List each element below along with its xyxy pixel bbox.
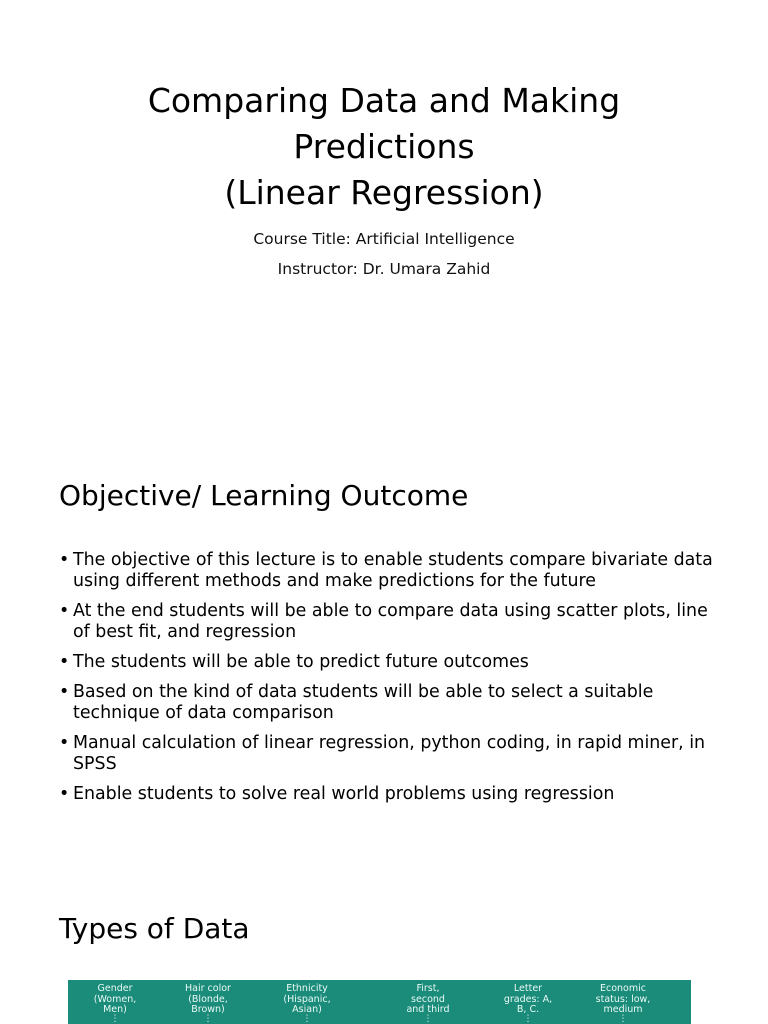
types-of-data-slide <box>0 858 768 1024</box>
data-type-line: status: low, <box>595 993 651 1005</box>
dotted-connector: ⋮ <box>110 1013 120 1024</box>
data-type-line: Brown) <box>191 1004 225 1015</box>
data-type-line: Men) <box>103 1004 127 1015</box>
data-type-line: Ethnicity <box>286 983 328 994</box>
data-type-order <box>386 984 470 1022</box>
data-type-line: second <box>411 993 445 1005</box>
dotted-connector: ⋮ <box>302 1013 312 1024</box>
course-title: Course Title: Artificial Intelligence <box>253 230 515 248</box>
data-type-line: medium <box>603 1004 643 1015</box>
data-type-line: (Women, <box>93 993 137 1005</box>
data-type-line: Hair color <box>185 983 231 994</box>
data-type-economic-status <box>581 984 665 1022</box>
title-line: Comparing Data and Making <box>147 81 621 120</box>
dotted-connector: ⋮ <box>523 1013 533 1024</box>
data-type-gender <box>73 984 157 1022</box>
data-type-ethnicity <box>265 984 349 1022</box>
data-type-line: Gender <box>97 983 133 994</box>
data-type-line: (Blonde, <box>188 993 228 1005</box>
data-type-line: and third <box>406 1004 450 1015</box>
bullet-item: • Enable students to solve real world problems using regression <box>59 784 719 805</box>
dotted-connector: ⋮ <box>423 1013 433 1024</box>
bullet-list <box>59 550 719 814</box>
title-line: (Linear Regression) <box>224 173 544 212</box>
bullet-item: • At the end students will be able to compare data using scatter plots, line of best fit, and regression <box>59 601 719 643</box>
slide-heading: Objective/ Learning Outcome <box>59 479 469 512</box>
data-type-line: Asian) <box>292 1004 322 1015</box>
data-type-line: B, C. <box>516 1004 540 1015</box>
presentation-title <box>0 78 768 216</box>
instructor-name: Instructor: Dr. Umara Zahid <box>277 260 491 278</box>
dotted-connector: ⋮ <box>203 1013 213 1024</box>
data-type-line: Letter <box>513 983 543 994</box>
dotted-connector: ⋮ <box>618 1013 628 1024</box>
objective-slide <box>0 434 768 854</box>
title-line: Predictions <box>293 127 475 166</box>
data-types-band <box>68 980 691 1024</box>
slide-heading: Types of Data <box>59 912 250 945</box>
bullet-item: • Based on the kind of data students will be able to select a suitable technique of data comparison <box>59 682 719 724</box>
bullet-item: • Manual calculation of linear regression, python coding, in rapid miner, in SPSS <box>59 733 719 775</box>
data-type-line: grades: A, <box>503 993 553 1005</box>
bullet-item: • The students will be able to predict future outcomes <box>59 652 719 673</box>
title-slide <box>0 0 768 430</box>
data-type-letter-grades <box>486 984 570 1022</box>
data-type-line: Economic <box>600 983 646 994</box>
data-type-hair-color <box>166 984 250 1022</box>
data-type-line: First, <box>416 983 440 994</box>
data-type-line: (Hispanic, <box>283 993 331 1005</box>
bullet-item: • The objective of this lecture is to enable students compare bivariate data using different methods and make predictions for the future <box>59 550 719 592</box>
